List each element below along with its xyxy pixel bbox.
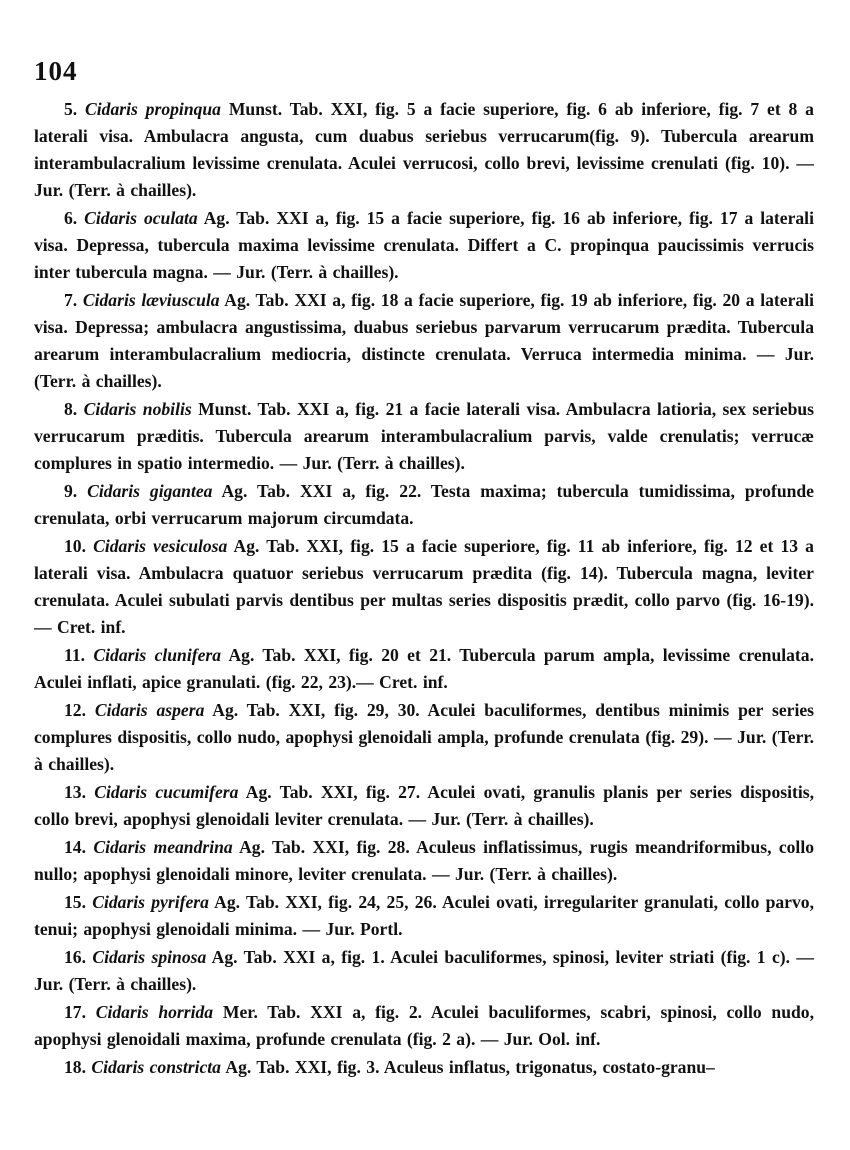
species-entry bbox=[34, 999, 814, 1053]
entry-text: Munst. Tab. XXI, fig. 5 a facie superiore, fig. 6 ab inferiore, fig. 7 et 8 a laterali visa. Ambulacra angusta, cum duabus seriebus verrucarum(fig. 9). Tubercula arearum interambulacralium levissime crenulata. Aculei verrucosi, collo brevi, levissime crenulati (fig. 10). — Jur. (Terr. à chailles). bbox=[34, 99, 814, 200]
species-name: Cidaris clunifera bbox=[93, 645, 222, 665]
entry-number: 13. bbox=[64, 782, 86, 802]
species-entry bbox=[34, 533, 814, 641]
species-name: Cidaris meandrina bbox=[93, 837, 233, 857]
entry-text: Ag. Tab. XXI a, fig. 22. Testa maxima; tubercula tumidissima, profunde crenulata, orbi verrucarum majorum circumdata. bbox=[34, 481, 814, 528]
species-entry bbox=[34, 96, 814, 204]
species-entry bbox=[34, 205, 814, 286]
species-entry bbox=[34, 287, 814, 395]
entry-text: Ag. Tab. XXI, fig. 24, 25, 26. Aculei ovati, irregulariter granulati, collo parvo, tenui; apophysi glenoidali minima. — Jur. Portl. bbox=[34, 892, 814, 939]
entry-number: 9. bbox=[64, 481, 78, 501]
entry-text: Ag. Tab. XXI a, fig. 18 a facie superiore, fig. 19 ab inferiore, fig. 20 a laterali visa. Depressa; ambulacra angustissima, duabus seriebus parvarum verrucarum prædita. Tubercula arearum interambulacralium mediocria, distincte crenulata. Verruca intermedia minima. — Jur. (Terr. à chailles). bbox=[34, 290, 814, 391]
species-name: Cidaris aspera bbox=[94, 700, 205, 720]
entry-number: 12. bbox=[64, 700, 86, 720]
entry-number: 18. bbox=[64, 1057, 86, 1077]
entry-text: Ag. Tab. XXI a, fig. 15 a facie superiore, fig. 16 ab inferiore, fig. 17 a laterali visa. Depressa, tubercula maxima levissime crenulata. Differt a C. propinqua paucissimis verrucis inter tubercula magna. — Jur. (Terr. à chailles). bbox=[34, 208, 814, 282]
entry-number: 14. bbox=[64, 837, 86, 857]
species-entry bbox=[34, 889, 814, 943]
species-name: Cidaris cucumifera bbox=[94, 782, 239, 802]
species-entry bbox=[34, 396, 814, 477]
entry-number: 17. bbox=[64, 1002, 86, 1022]
species-entry bbox=[34, 834, 814, 888]
species-name: Cidaris horrida bbox=[95, 1002, 214, 1022]
species-entry bbox=[34, 478, 814, 532]
entry-number: 16. bbox=[64, 947, 86, 967]
entry-text: Ag. Tab. XXI a, fig. 1. Aculei baculiformes, spinosi, leviter striati (fig. 1 c). — Jur. (Terr. à chailles). bbox=[34, 947, 814, 994]
entry-text: Ag. Tab. XXI, fig. 28. Aculeus inflatissimus, rugis meandriformibus, collo nullo; apophysi glenoidali minore, leviter crenulata. — Jur. (Terr. à chailles). bbox=[34, 837, 815, 884]
species-entry bbox=[34, 697, 814, 778]
species-entry bbox=[34, 944, 814, 998]
species-name: Cidaris constricta bbox=[91, 1057, 221, 1077]
species-name: Cidaris læviuscula bbox=[82, 290, 220, 310]
species-name: Cidaris pyrifera bbox=[92, 892, 209, 912]
entry-number: 10. bbox=[64, 536, 86, 556]
entry-number: 6. bbox=[64, 208, 78, 228]
species-entries bbox=[34, 96, 814, 1082]
species-name: Cidaris gigantea bbox=[87, 481, 213, 501]
entry-number: 7. bbox=[64, 290, 78, 310]
species-name: Cidaris oculata bbox=[84, 208, 198, 228]
entry-number: 15. bbox=[64, 892, 86, 912]
entry-text: Ag. Tab. XXI, fig. 29, 30. Aculei baculiformes, dentibus minimis per series complures dispositis, collo nudo, apophysi glenoidali ampla, profunde crenulata (fig. 29). — Jur. (Terr. à chailles). bbox=[34, 700, 814, 774]
species-entry bbox=[34, 642, 814, 696]
entry-text: Ag. Tab. XXI, fig. 3. Aculeus inflatus, trigonatus, costato-granu– bbox=[225, 1057, 715, 1077]
entry-text: Ag. Tab. XXI, fig. 15 a facie superiore, fig. 11 ab inferiore, fig. 12 et 13 a laterali visa. Ambulacra quatuor seriebus verrucarum prædita (fig. 14). Tubercula magna, leviter crenulata. Aculei subulati parvis dentibus per multas series dispositis prædit, collo parvo (fig. 16-19). — Cret. inf. bbox=[34, 536, 814, 637]
entry-text: Ag. Tab. XXI, fig. 27. Aculei ovati, granulis planis per series dispositis, collo brevi, apophysi glenoidali leviter crenulata. — Jur. (Terr. à chailles). bbox=[34, 782, 814, 829]
species-name: Cidaris spinosa bbox=[92, 947, 207, 967]
entry-text: Ag. Tab. XXI, fig. 20 et 21. Tubercula parum ampla, levissime crenulata. Aculei inflati, apice granulati. (fig. 22, 23).— Cret. inf. bbox=[34, 645, 814, 692]
species-entry bbox=[34, 1054, 814, 1081]
species-name: Cidaris vesiculosa bbox=[93, 536, 228, 556]
species-entry bbox=[34, 779, 814, 833]
entry-number: 8. bbox=[64, 399, 78, 419]
species-name: Cidaris propinqua bbox=[85, 99, 221, 119]
entry-text: Mer. Tab. XXI a, fig. 2. Aculei baculiformes, scabri, spinosi, collo nudo, apophysi glenoidali maxima, profunde crenulata (fig. 2 a). — Jur. Ool. inf. bbox=[34, 1002, 814, 1049]
page-number: 104 bbox=[34, 56, 78, 86]
entry-number: 5. bbox=[64, 99, 78, 119]
entry-text: Munst. Tab. XXI a, fig. 21 a facie laterali visa. Ambulacra latioria, sex seriebus verrucarum præditis. Tubercula arearum interambulacralium parvis, valde crenulatis; verrucæ complures in spatio intermedio. — Jur. (Terr. à chailles). bbox=[34, 399, 814, 473]
species-name: Cidaris nobilis bbox=[83, 399, 192, 419]
entry-number: 11. bbox=[64, 645, 86, 665]
